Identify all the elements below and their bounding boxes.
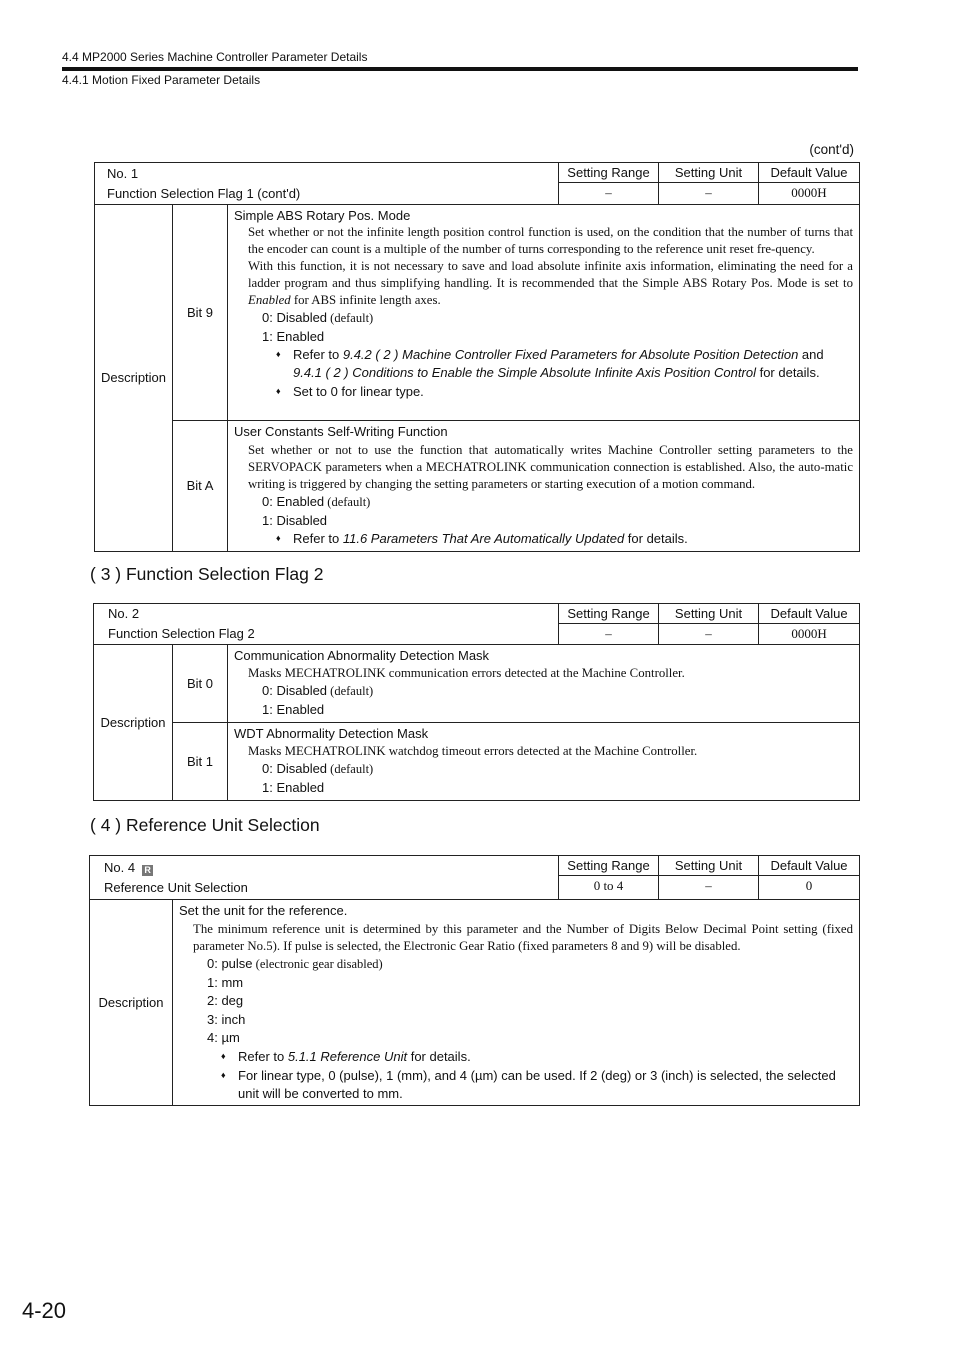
- setting-range-value: –: [559, 183, 659, 205]
- setting-range-value: –: [559, 624, 659, 645]
- bit-label: Bit 0: [173, 645, 228, 723]
- default-value-header: Default Value: [759, 856, 860, 876]
- setting-unit-header: Setting Unit: [659, 163, 759, 183]
- section-heading-4: ( 4 ) Reference Unit Selection: [90, 815, 320, 835]
- bullet-diamond-icon: ♦: [276, 533, 281, 543]
- bit-description: [228, 723, 860, 801]
- option-item: 1: Enabled: [262, 328, 325, 344]
- param-table-4: [89, 855, 860, 1106]
- bit-body: Masks MECHATROLINK communication errors detected at the Machine Controller.: [248, 666, 685, 680]
- bullet-diamond-icon: ♦: [221, 1050, 226, 1061]
- bit-body: Masks MECHATROLINK watchdog timeout errors detected at the Machine Controller.: [248, 744, 698, 758]
- bit-body: With this function, it is not necessary to save and load absolute infinite axis information, eliminating the need for a ladder program and thus simplifying handling. It is recommended that the Simple ABS Rotary Pos. Mode is set to Enabled for ABS infinite length axes.: [248, 259, 853, 307]
- param-number: No. 4 R: [104, 858, 558, 878]
- bit-description: [228, 645, 860, 723]
- param-id-cell: [90, 856, 559, 900]
- option-item: 0: pulse (electronic gear disabled): [207, 956, 383, 971]
- bullet-diamond-icon: ♦: [276, 349, 281, 359]
- param-table-2: [93, 603, 860, 801]
- cross-reference[interactable]: 9.4.1 ( 2 ) Conditions to Enable the Simple Absolute Infinite Axis Position Control: [293, 364, 756, 380]
- setting-unit-value: –: [659, 624, 759, 645]
- default-value-value: 0000H: [759, 183, 860, 205]
- bit-label: Bit 1: [173, 723, 228, 801]
- option-item: 0: Disabled (default): [262, 683, 374, 698]
- bullet-diamond-icon: ♦: [221, 1070, 226, 1080]
- bit-body: Set whether or not to use the function that automatically writes Machine Controller setting parameters to the SERVOPACK parameters when a MECHATROLINK communication connection is established. Also, the auto-matic writing is triggered by changing the setting parameters or starting execution of a motion command.: [248, 443, 853, 491]
- option-item: 0: Disabled (default): [262, 761, 374, 776]
- option-item: 2: deg: [207, 993, 244, 1008]
- bit-description: [228, 205, 860, 421]
- param-description: [173, 900, 860, 1106]
- param-id-cell: [94, 604, 559, 645]
- description-label: Description: [94, 645, 173, 801]
- bit-body: Set whether or not the infinite length position control function is used, on the condition that the number of turns that the encoder can count is a multiple of the number of turns corresponding to the reference unit reset fre-quency.: [248, 225, 853, 256]
- option-item: 0: Disabled (default): [262, 310, 374, 325]
- setting-unit-value: –: [659, 183, 759, 205]
- section-heading-3: ( 3 ) Function Selection Flag 2: [90, 564, 324, 584]
- setting-range-header: Setting Range: [559, 604, 659, 624]
- bit-title: User Constants Self-Writing Function: [234, 424, 448, 439]
- default-value-value: 0: [759, 876, 860, 900]
- cross-reference[interactable]: 11.6 Parameters That Are Automatically Updated: [342, 531, 625, 546]
- bullet-diamond-icon: ♦: [276, 386, 281, 396]
- setting-unit-header: Setting Unit: [659, 604, 759, 624]
- param-body: The minimum reference unit is determined by this parameter and the Number of Digits Below Decimal Point setting (fixed parameter No.5). If pulse is selected, the Electronic Gear Ratio (fixed parameters 8 and 9) will be disabled.: [193, 922, 853, 953]
- setting-unit-value: –: [659, 876, 759, 900]
- cross-reference[interactable]: 5.1.1 Reference Unit: [287, 1048, 408, 1064]
- default-value-header: Default Value: [759, 604, 860, 624]
- param-name: Function Selection Flag 1 (cont'd): [107, 186, 301, 201]
- option-item: 1: Enabled: [262, 701, 325, 717]
- readonly-r-icon: R: [142, 865, 153, 876]
- option-item: 1: Enabled: [262, 779, 325, 795]
- setting-range-value: 0 to 4: [559, 876, 659, 900]
- option-item: 0: Enabled (default): [262, 494, 371, 509]
- bit-title: Simple ABS Rotary Pos. Mode: [234, 208, 411, 223]
- continued-label: (cont'd): [809, 142, 854, 157]
- param-table-1: [94, 162, 860, 552]
- setting-unit-header: Setting Unit: [659, 856, 759, 876]
- param-name: Reference Unit Selection: [104, 880, 248, 895]
- note-item: ♦ Refer to 5.1.1 Reference Unit for details.: [221, 1048, 471, 1064]
- cross-reference[interactable]: 9.4.2 ( 2 ) Machine Controller Fixed Parameters for Absolute Position Detection: [342, 347, 799, 362]
- note-item: ♦ Refer to 9.4.2 ( 2 ) Machine Controller Fixed Parameters for Absolute Position Detection and 9.4.1 ( 2 ) Conditions to Enable the Simple Absolute Infinite Axis Position Control for details.: [276, 347, 824, 380]
- bit-description: [228, 421, 860, 552]
- default-value-header: Default Value: [759, 163, 860, 183]
- param-number: No. 2: [108, 606, 140, 621]
- param-summary: Set the unit for the reference.: [179, 903, 348, 918]
- header-rule: [62, 67, 858, 71]
- description-label: Description: [95, 205, 173, 552]
- option-item: 1: Disabled: [262, 512, 328, 528]
- setting-range-header: Setting Range: [559, 163, 659, 183]
- bit-label: Bit 9: [173, 205, 228, 421]
- param-name: Function Selection Flag 2: [108, 626, 255, 641]
- note-item: ♦ For linear type, 0 (pulse), 1 (mm), and 4 (µm) can be used. If 2 (deg) or 3 (inch) is selected, the selected unit will be converted to mm.: [221, 1068, 836, 1101]
- description-label: Description: [90, 900, 173, 1106]
- option-item: 4: µm: [207, 1030, 240, 1045]
- setting-range-header: Setting Range: [559, 856, 659, 876]
- option-item: 1: mm: [207, 974, 244, 990]
- header-subsection-title: 4.4.1 Motion Fixed Parameter Details: [62, 73, 261, 87]
- page-number: 4-20: [22, 1298, 67, 1323]
- param-id-cell: [95, 163, 559, 205]
- note-item: ♦ Refer to 11.6 Parameters That Are Automatically Updated for details.: [276, 531, 688, 546]
- note-item: ♦ Set to 0 for linear type.: [276, 384, 424, 399]
- option-item: 3: inch: [207, 1011, 246, 1027]
- bit-title: WDT Abnormality Detection Mask: [234, 726, 429, 741]
- bit-label: Bit A: [173, 421, 228, 552]
- bit-title: Communication Abnormality Detection Mask: [234, 648, 490, 663]
- default-value-value: 0000H: [759, 624, 860, 645]
- param-number: No. 1: [107, 166, 139, 181]
- header-section-title: 4.4 MP2000 Series Machine Controller Parameter Details: [62, 50, 368, 64]
